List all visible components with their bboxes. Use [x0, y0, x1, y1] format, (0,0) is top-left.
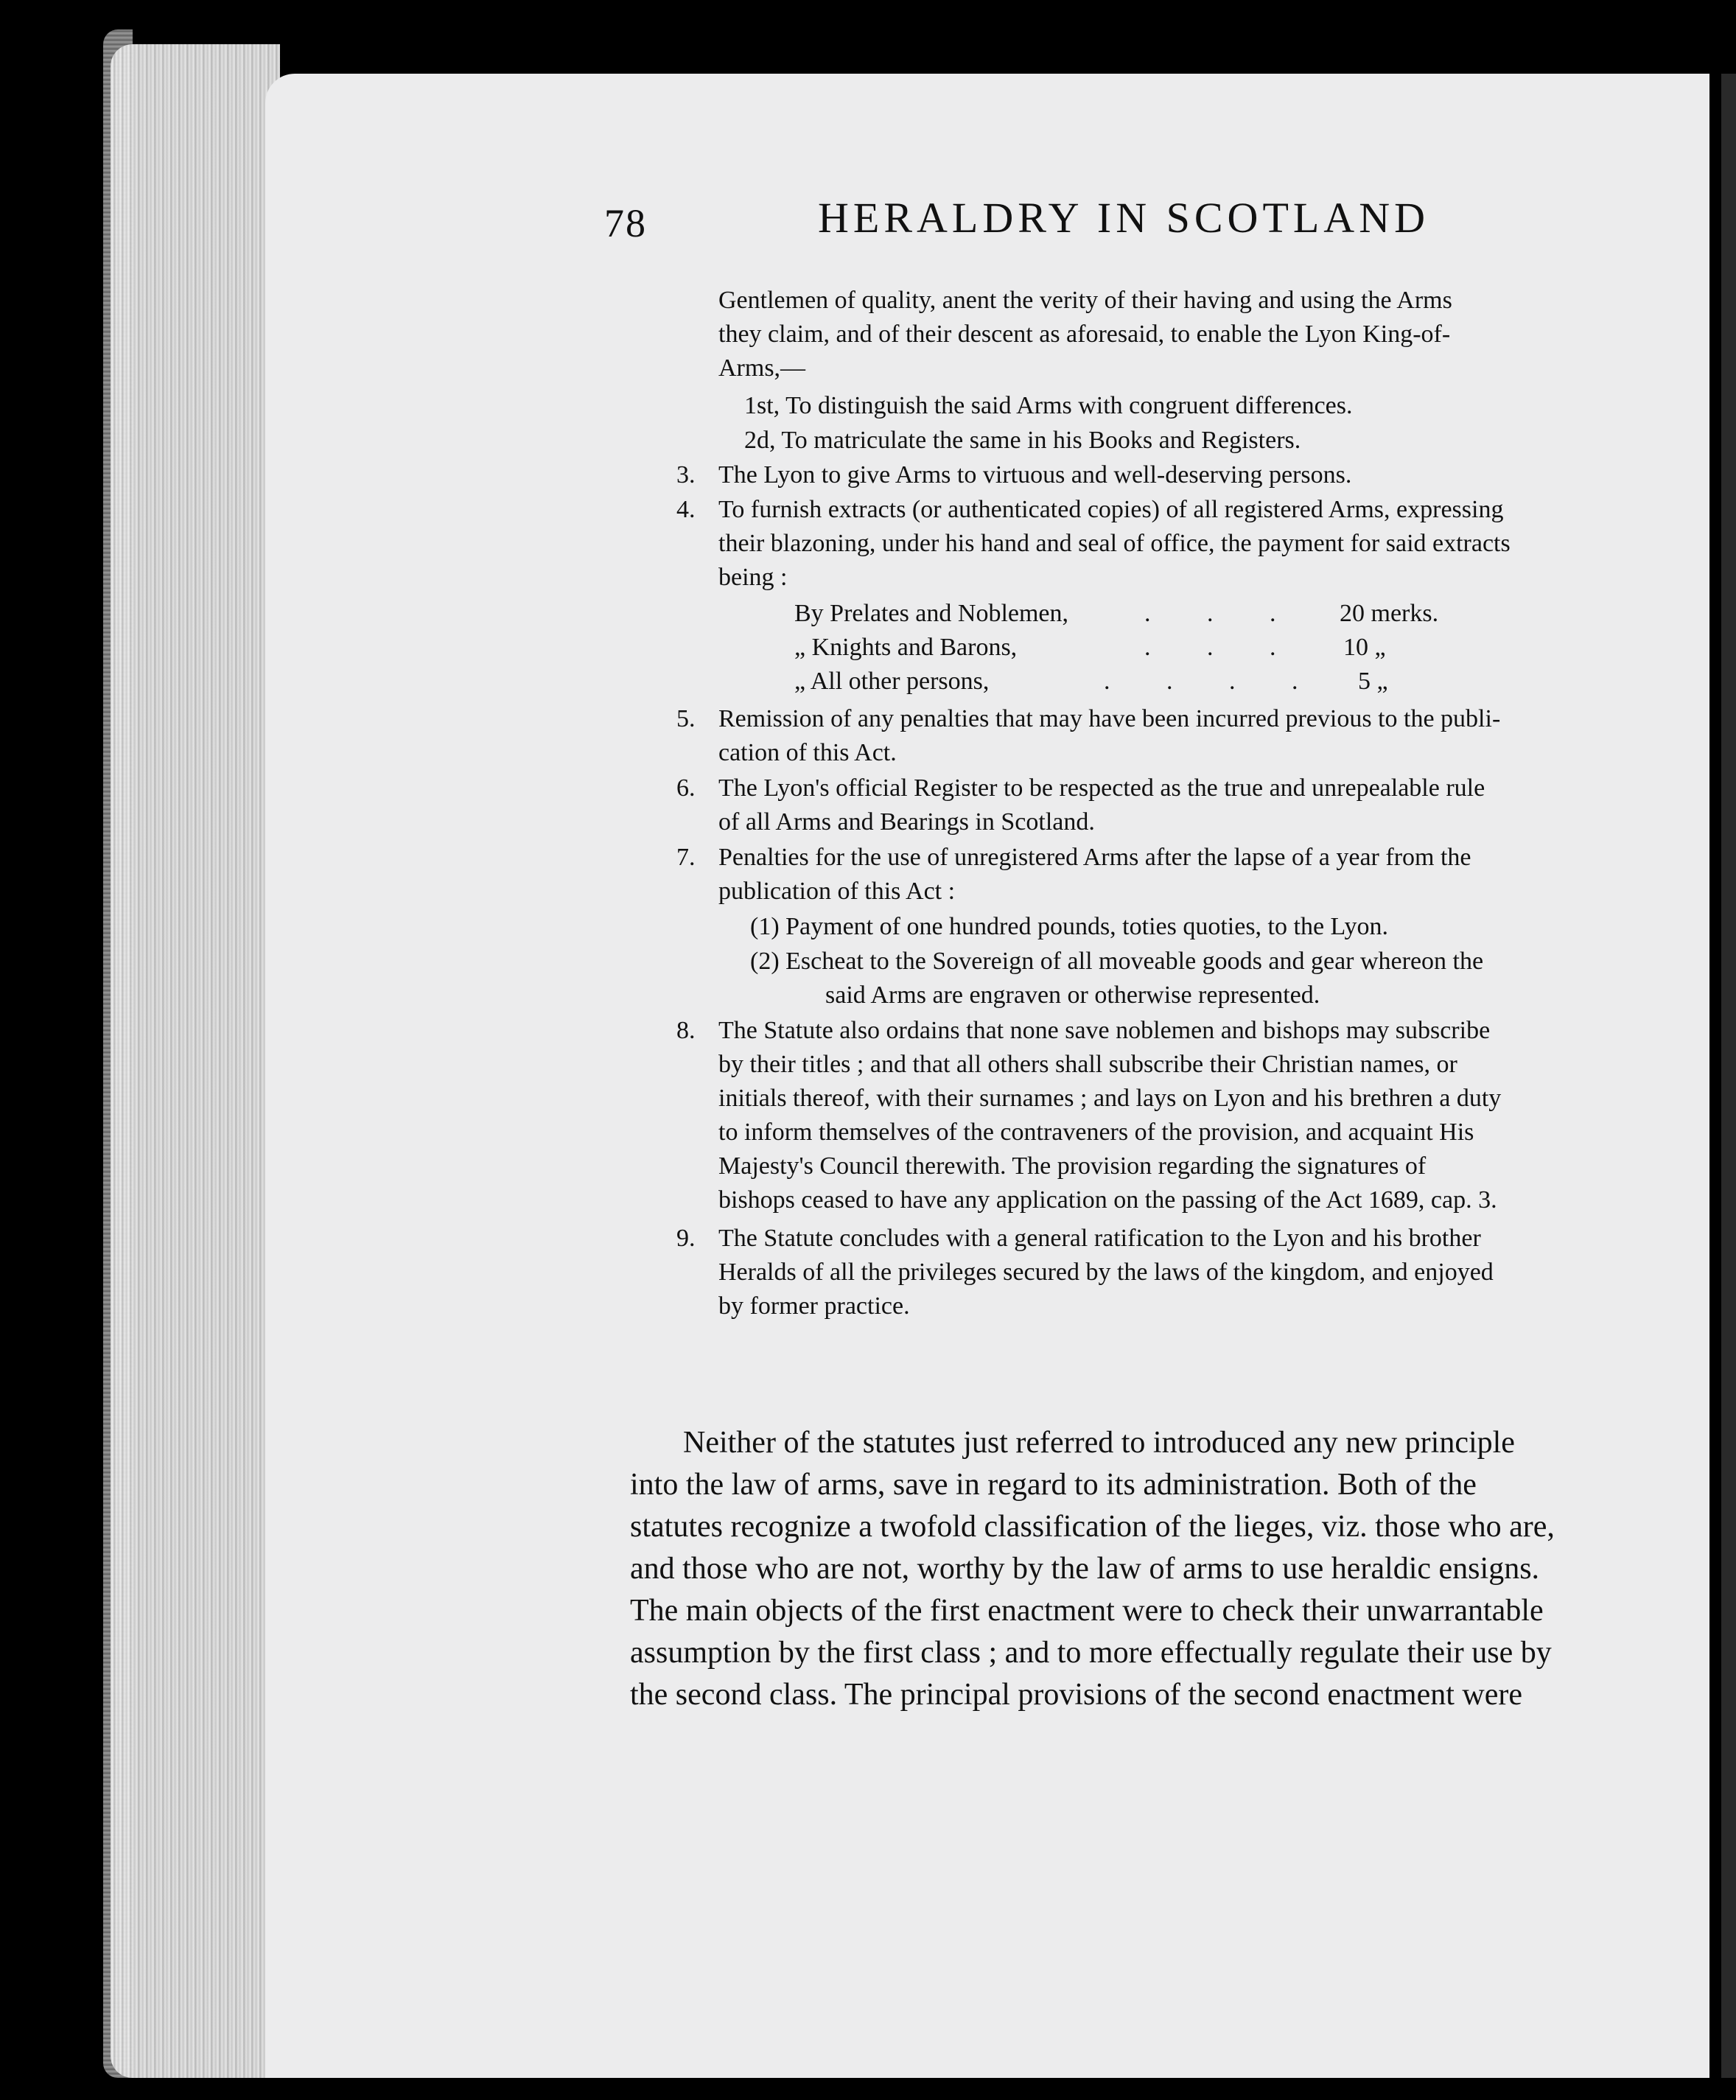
fee-amount: 5 „	[1358, 668, 1388, 695]
fee-row	[794, 631, 1472, 665]
text-line: publication of this Act :	[718, 878, 956, 905]
list-item-3	[676, 458, 1351, 492]
text-line: Heralds of all the privileges secured by the laws of the kingdom, and enjoyed	[718, 1259, 1494, 1286]
fee-amount: 20 merks.	[1340, 600, 1439, 627]
item-number: 7.	[676, 844, 696, 871]
penalty-2	[750, 945, 1483, 1012]
text-line: Neither of the statutes just referred to introduced any new principle	[683, 1426, 1515, 1460]
text-line: The Statute also ordains that none save noblemen and bishops may subscribe	[718, 1017, 1491, 1044]
page-header	[604, 193, 1488, 259]
list-item-4	[676, 493, 1511, 595]
list-item-5	[676, 702, 1500, 770]
text-line: by their titles ; and that all others shall subscribe their Christian names, or	[718, 1051, 1457, 1078]
fee-label: „ Knights and Barons,	[794, 634, 1018, 661]
fee-label: By Prelates and Noblemen,	[794, 600, 1069, 627]
fee-amount: 10 „	[1343, 634, 1386, 661]
text-line: and those who are not, worthy by the law of arms to use heraldic ensigns.	[630, 1552, 1540, 1586]
body-paragraph	[630, 1422, 1555, 1716]
text-line: Gentlemen of quality, anent the verity of their having and using the Arms	[718, 287, 1452, 314]
text-line: statutes recognize a twofold classification of the lieges, viz. those who are,	[630, 1510, 1555, 1544]
text-line: being :	[718, 564, 788, 591]
item-number: 8.	[676, 1017, 696, 1044]
text-line: into the law of arms, save in regard to its administration. Both of the	[630, 1468, 1477, 1502]
sub-item-2: 2d, To matriculate the same in his Books and Registers.	[744, 427, 1301, 454]
text-line: they claim, and of their descent as aforesaid, to enable the Lyon King-of-	[718, 321, 1451, 348]
list-intro	[718, 284, 1452, 385]
fee-label: „ All other persons,	[794, 668, 990, 695]
text-line: the second class. The principal provisions of the second enactment were	[630, 1678, 1523, 1712]
item-number: 9.	[676, 1225, 696, 1252]
text-line: The Statute concludes with a general ratification to the Lyon and his brother	[718, 1225, 1481, 1252]
text-line: cation of this Act.	[718, 739, 897, 766]
text-line: by former practice.	[718, 1292, 910, 1320]
text-line: The main objects of the first enactment were to check their unwarrantable	[630, 1594, 1544, 1628]
page-shadow	[1721, 74, 1736, 2078]
list-item-8	[676, 1014, 1501, 1217]
item-number: 5.	[676, 705, 696, 732]
text-line: said Arms are engraven or otherwise represented.	[825, 981, 1320, 1009]
list-item-9	[676, 1222, 1494, 1323]
text-line: Remission of any penalties that may have been incurred previous to the publi-	[718, 705, 1501, 732]
fee-row	[794, 597, 1472, 631]
sub-item-1: 1st, To distinguish the said Arms with congruent differences.	[744, 392, 1353, 419]
text-line: To furnish extracts (or authenticated copies) of all registered Arms, expressing	[718, 496, 1504, 523]
text-line: Majesty's Council therewith. The provision regarding the signatures of	[718, 1152, 1427, 1180]
text-line: Arms,—	[718, 354, 806, 382]
fee-leader-dots: . . .	[1144, 600, 1301, 627]
item-number: 6.	[676, 774, 696, 802]
text-line: assumption by the first class ; and to more effectually regulate their use by	[630, 1636, 1552, 1670]
list-item-7	[676, 841, 1471, 909]
text-line: to inform themselves of the contraveners of the provision, and acquaint His	[718, 1119, 1474, 1146]
text-line: their blazoning, under his hand and seal of office, the payment for said extracts	[718, 530, 1511, 557]
text-line: The Lyon to give Arms to virtuous and well-deserving persons.	[718, 461, 1352, 489]
page-number: 78	[604, 201, 647, 245]
text-line: The Lyon's official Register to be respected as the true and unrepealable rule	[718, 774, 1485, 802]
fee-leader-dots: . . . .	[1104, 668, 1323, 695]
text-line: initials thereof, with their surnames ; and lays on Lyon and his brethren a duty	[718, 1085, 1502, 1112]
fee-table	[794, 597, 1472, 699]
item-number: 3.	[676, 461, 696, 489]
list-item-6	[676, 771, 1485, 839]
fee-row	[794, 665, 1472, 699]
text-line: of all Arms and Bearings in Scotland.	[718, 808, 1095, 836]
text-line: (2) Escheat to the Sovereign of all moveable goods and gear whereon the	[750, 948, 1484, 975]
item-number: 4.	[676, 496, 696, 523]
text-line: bishops ceased to have any application on the passing of the Act 1689, cap. 3.	[718, 1186, 1497, 1214]
running-title: HERALDRY IN SCOTLAND	[818, 194, 1429, 242]
fee-leader-dots: . . .	[1144, 634, 1301, 661]
penalty-1: (1) Payment of one hundred pounds, toties quoties, to the Lyon.	[750, 913, 1388, 940]
text-line: Penalties for the use of unregistered Arms after the lapse of a year from the	[718, 844, 1471, 871]
book-page-edges	[111, 44, 280, 2078]
